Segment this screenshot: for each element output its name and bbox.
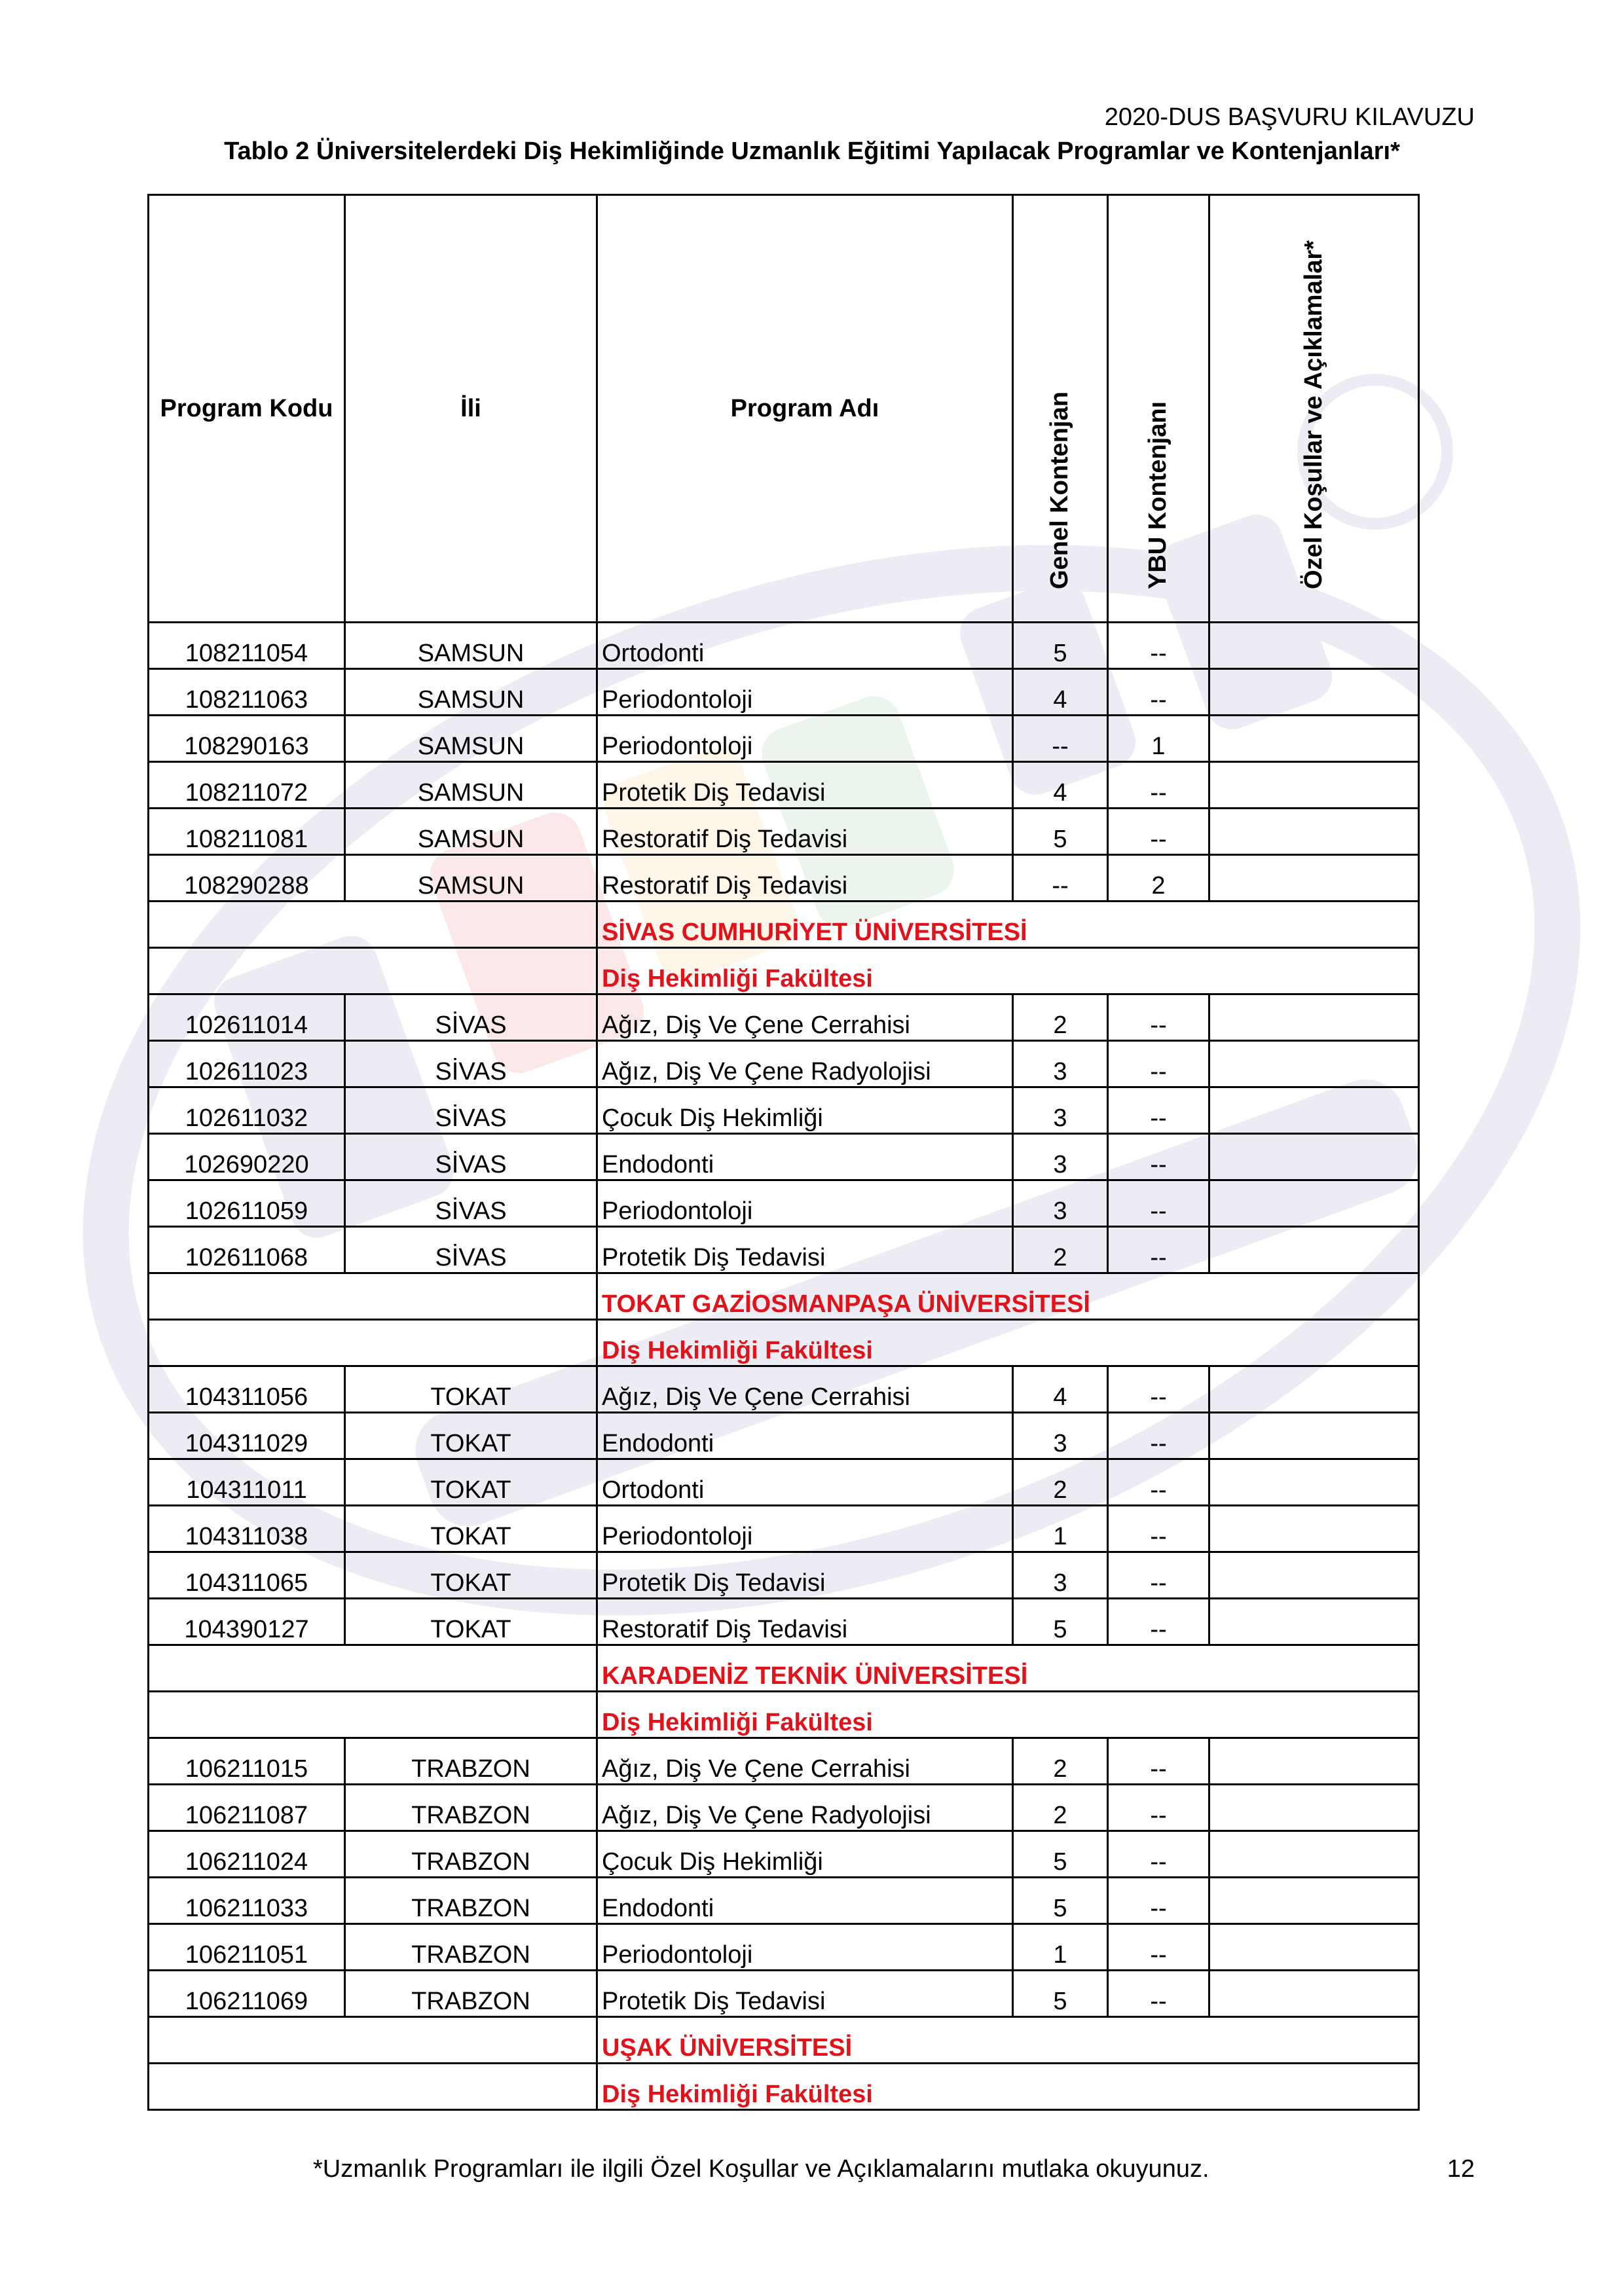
section-heading: Diş Hekimliği Fakültesi: [597, 1320, 1419, 1366]
table-row: [149, 1878, 1419, 1924]
city-cell: TRABZON: [345, 1924, 597, 1971]
table-row: [149, 1180, 1419, 1227]
section-row: [149, 2064, 1419, 2110]
genel-kontenjan-cell: 5: [1013, 809, 1108, 855]
section-empty-cell: [149, 1645, 597, 1692]
section-row: [149, 2017, 1419, 2064]
city-cell: TOKAT: [345, 1366, 597, 1413]
program-name-cell: Ortodonti: [597, 1459, 1013, 1506]
genel-kontenjan-cell: 2: [1013, 1785, 1108, 1831]
program-code-cell: 102690220: [149, 1134, 345, 1180]
table-row: [149, 1831, 1419, 1878]
city-cell: SİVAS: [345, 1227, 597, 1273]
genel-kontenjan-cell: 1: [1013, 1506, 1108, 1552]
table-row: [149, 1971, 1419, 2017]
ozel-kosullar-cell: [1209, 1087, 1419, 1134]
program-name-cell: Ortodonti: [597, 623, 1013, 669]
section-row: [149, 1645, 1419, 1692]
section-row: [149, 1320, 1419, 1366]
table-row: [149, 809, 1419, 855]
city-cell: SİVAS: [345, 1041, 597, 1087]
ozel-kosullar-cell: [1209, 809, 1419, 855]
header-ozel-kosullar: [1209, 195, 1419, 623]
ozel-kosullar-cell: [1209, 1878, 1419, 1924]
program-code-cell: 108211054: [149, 623, 345, 669]
ozel-kosullar-cell: [1209, 1599, 1419, 1645]
ybu-kontenjan-cell: --: [1108, 762, 1209, 809]
genel-kontenjan-cell: 3: [1013, 1087, 1108, 1134]
city-cell: SİVAS: [345, 1087, 597, 1134]
ybu-kontenjan-cell: --: [1108, 623, 1209, 669]
genel-kontenjan-cell: 4: [1013, 1366, 1108, 1413]
table-row: [149, 1227, 1419, 1273]
table-row: [149, 669, 1419, 716]
program-code-cell: 108290163: [149, 716, 345, 762]
city-cell: SİVAS: [345, 1180, 597, 1227]
ozel-kosullar-cell: [1209, 1227, 1419, 1273]
program-code-cell: 104311038: [149, 1506, 345, 1552]
ozel-kosullar-cell: [1209, 623, 1419, 669]
program-name-cell: Restoratif Diş Tedavisi: [597, 855, 1013, 902]
program-code-cell: 104311029: [149, 1413, 345, 1459]
table-row: [149, 1785, 1419, 1831]
program-code-cell: 106211069: [149, 1971, 345, 2017]
city-cell: SAMSUN: [345, 762, 597, 809]
genel-kontenjan-cell: 3: [1013, 1413, 1108, 1459]
ozel-kosullar-cell: [1209, 669, 1419, 716]
table-row: [149, 1459, 1419, 1506]
section-heading: KARADENİZ TEKNİK ÜNİVERSİTESİ: [597, 1645, 1419, 1692]
program-code-cell: 108211081: [149, 809, 345, 855]
program-name-cell: Ağız, Diş Ve Çene Cerrahisi: [597, 994, 1013, 1041]
genel-kontenjan-cell: 3: [1013, 1180, 1108, 1227]
genel-kontenjan-cell: 2: [1013, 1738, 1108, 1785]
program-code-cell: 106211087: [149, 1785, 345, 1831]
program-code-cell: 108290288: [149, 855, 345, 902]
genel-kontenjan-cell: 2: [1013, 1459, 1108, 1506]
city-cell: SİVAS: [345, 1134, 597, 1180]
ybu-kontenjan-cell: --: [1108, 1785, 1209, 1831]
city-cell: SAMSUN: [345, 809, 597, 855]
program-code-cell: 106211015: [149, 1738, 345, 1785]
ozel-kosullar-cell: [1209, 1785, 1419, 1831]
ybu-kontenjan-cell: --: [1108, 1180, 1209, 1227]
table-header-row: [149, 195, 1419, 623]
ybu-kontenjan-cell: --: [1108, 994, 1209, 1041]
ozel-kosullar-cell: [1209, 1413, 1419, 1459]
section-row: [149, 1273, 1419, 1320]
section-row: [149, 948, 1419, 994]
table-title: Tablo 2 Üniversitelerdeki Diş Hekimliğinde Uzmanlık Eğitimi Yapılacak Programlar ve Kontenjanları*: [224, 137, 1400, 165]
city-cell: SAMSUN: [345, 669, 597, 716]
city-cell: SAMSUN: [345, 855, 597, 902]
ozel-kosullar-cell: [1209, 855, 1419, 902]
city-cell: TOKAT: [345, 1506, 597, 1552]
header-program-name: Program Adı: [597, 195, 1013, 623]
ybu-kontenjan-cell: --: [1108, 1924, 1209, 1971]
ozel-kosullar-cell: [1209, 994, 1419, 1041]
program-name-cell: Ağız, Diş Ve Çene Cerrahisi: [597, 1738, 1013, 1785]
ybu-kontenjan-cell: --: [1108, 1878, 1209, 1924]
program-name-cell: Ağız, Diş Ve Çene Radyolojisi: [597, 1785, 1013, 1831]
table-row: [149, 1087, 1419, 1134]
city-cell: TRABZON: [345, 1785, 597, 1831]
city-cell: TRABZON: [345, 1971, 597, 2017]
genel-kontenjan-cell: 5: [1013, 1971, 1108, 2017]
ybu-kontenjan-cell: --: [1108, 1134, 1209, 1180]
table-row: [149, 623, 1419, 669]
genel-kontenjan-cell: 5: [1013, 1599, 1108, 1645]
section-heading: Diş Hekimliği Fakültesi: [597, 2064, 1419, 2110]
ybu-kontenjan-cell: --: [1108, 1041, 1209, 1087]
city-cell: TOKAT: [345, 1459, 597, 1506]
table-row: [149, 1041, 1419, 1087]
ybu-kontenjan-cell: 2: [1108, 855, 1209, 902]
section-heading: UŞAK ÜNİVERSİTESİ: [597, 2017, 1419, 2064]
ybu-kontenjan-cell: --: [1108, 669, 1209, 716]
program-name-cell: Periodontoloji: [597, 669, 1013, 716]
genel-kontenjan-cell: 3: [1013, 1134, 1108, 1180]
section-heading: Diş Hekimliği Fakültesi: [597, 1692, 1419, 1738]
table-row: [149, 1552, 1419, 1599]
ozel-kosullar-cell: [1209, 1552, 1419, 1599]
section-heading: Diş Hekimliği Fakültesi: [597, 948, 1419, 994]
genel-kontenjan-cell: 4: [1013, 669, 1108, 716]
guide-title: 2020-DUS BAŞVURU KILAVUZU: [1104, 103, 1475, 131]
page-number: 12: [1447, 2155, 1475, 2183]
section-heading: TOKAT GAZİOSMANPAŞA ÜNİVERSİTESİ: [597, 1273, 1419, 1320]
section-heading: SİVAS CUMHURİYET ÜNİVERSİTESİ: [597, 902, 1419, 948]
ybu-kontenjan-cell: --: [1108, 809, 1209, 855]
ozel-kosullar-cell: [1209, 1924, 1419, 1971]
genel-kontenjan-cell: 2: [1013, 1227, 1108, 1273]
section-row: [149, 1692, 1419, 1738]
genel-kontenjan-cell: 5: [1013, 1878, 1108, 1924]
program-name-cell: Endodonti: [597, 1134, 1013, 1180]
city-cell: SAMSUN: [345, 623, 597, 669]
ybu-kontenjan-cell: --: [1108, 1552, 1209, 1599]
table-body: [149, 623, 1419, 2110]
ybu-kontenjan-cell: --: [1108, 1831, 1209, 1878]
program-name-cell: Periodontoloji: [597, 1924, 1013, 1971]
program-code-cell: 102611014: [149, 994, 345, 1041]
program-code-cell: 104311065: [149, 1552, 345, 1599]
ybu-kontenjan-cell: 1: [1108, 716, 1209, 762]
city-cell: SİVAS: [345, 994, 597, 1041]
header-genel-kontenjan-label: Genel Kontenjan: [1046, 392, 1073, 589]
program-code-cell: 106211033: [149, 1878, 345, 1924]
program-name-cell: Periodontoloji: [597, 1180, 1013, 1227]
city-cell: SAMSUN: [345, 716, 597, 762]
genel-kontenjan-cell: 3: [1013, 1041, 1108, 1087]
ybu-kontenjan-cell: --: [1108, 1738, 1209, 1785]
header-ybu-kontenjan-label: YBU Kontenjanı: [1144, 401, 1172, 589]
section-empty-cell: [149, 902, 597, 948]
ozel-kosullar-cell: [1209, 1971, 1419, 2017]
table-row: [149, 762, 1419, 809]
footer-note: *Uzmanlık Programları ile ilgili Özel Koşullar ve Açıklamalarını mutlaka okuyunuz.: [313, 2155, 1209, 2183]
program-code-cell: 108211072: [149, 762, 345, 809]
genel-kontenjan-cell: 5: [1013, 1831, 1108, 1878]
ozel-kosullar-cell: [1209, 1506, 1419, 1552]
program-name-cell: Endodonti: [597, 1878, 1013, 1924]
program-table: [147, 194, 1420, 2111]
section-row: [149, 902, 1419, 948]
header-ozel-kosullar-label: Özel Koşullar ve Açıklamalar*: [1299, 240, 1327, 589]
ybu-kontenjan-cell: --: [1108, 1599, 1209, 1645]
program-name-cell: Protetik Diş Tedavisi: [597, 762, 1013, 809]
ozel-kosullar-cell: [1209, 1180, 1419, 1227]
ozel-kosullar-cell: [1209, 1738, 1419, 1785]
table-row: [149, 1366, 1419, 1413]
genel-kontenjan-cell: 5: [1013, 623, 1108, 669]
program-code-cell: 102611023: [149, 1041, 345, 1087]
table-row: [149, 716, 1419, 762]
program-code-cell: 102611068: [149, 1227, 345, 1273]
city-cell: TOKAT: [345, 1599, 597, 1645]
program-name-cell: Restoratif Diş Tedavisi: [597, 809, 1013, 855]
program-name-cell: Protetik Diş Tedavisi: [597, 1552, 1013, 1599]
program-code-cell: 102611059: [149, 1180, 345, 1227]
table-row: [149, 1134, 1419, 1180]
ybu-kontenjan-cell: --: [1108, 1506, 1209, 1552]
ozel-kosullar-cell: [1209, 762, 1419, 809]
ybu-kontenjan-cell: --: [1108, 1413, 1209, 1459]
table-row: [149, 855, 1419, 902]
section-empty-cell: [149, 1320, 597, 1366]
program-code-cell: 106211024: [149, 1831, 345, 1878]
program-name-cell: Endodonti: [597, 1413, 1013, 1459]
table-row: [149, 1599, 1419, 1645]
program-code-cell: 104390127: [149, 1599, 345, 1645]
ozel-kosullar-cell: [1209, 716, 1419, 762]
ozel-kosullar-cell: [1209, 1459, 1419, 1506]
program-name-cell: Çocuk Diş Hekimliği: [597, 1831, 1013, 1878]
ozel-kosullar-cell: [1209, 1366, 1419, 1413]
genel-kontenjan-cell: 4: [1013, 762, 1108, 809]
city-cell: TOKAT: [345, 1552, 597, 1599]
header-ybu-kontenjan: [1108, 195, 1209, 623]
table-row: [149, 1924, 1419, 1971]
section-empty-cell: [149, 1692, 597, 1738]
table-row: [149, 994, 1419, 1041]
ybu-kontenjan-cell: --: [1108, 1971, 1209, 2017]
city-cell: TOKAT: [345, 1413, 597, 1459]
table-row: [149, 1413, 1419, 1459]
header-city: İli: [345, 195, 597, 623]
program-name-cell: Çocuk Diş Hekimliği: [597, 1087, 1013, 1134]
header-genel-kontenjan: [1013, 195, 1108, 623]
ybu-kontenjan-cell: --: [1108, 1087, 1209, 1134]
section-empty-cell: [149, 948, 597, 994]
genel-kontenjan-cell: --: [1013, 716, 1108, 762]
program-name-cell: Ağız, Diş Ve Çene Radyolojisi: [597, 1041, 1013, 1087]
ybu-kontenjan-cell: --: [1108, 1366, 1209, 1413]
ybu-kontenjan-cell: --: [1108, 1459, 1209, 1506]
ozel-kosullar-cell: [1209, 1831, 1419, 1878]
ozel-kosullar-cell: [1209, 1041, 1419, 1087]
city-cell: TRABZON: [345, 1878, 597, 1924]
ybu-kontenjan-cell: --: [1108, 1227, 1209, 1273]
program-code-cell: 106211051: [149, 1924, 345, 1971]
program-code-cell: 108211063: [149, 669, 345, 716]
program-name-cell: Periodontoloji: [597, 716, 1013, 762]
section-empty-cell: [149, 2064, 597, 2110]
genel-kontenjan-cell: 2: [1013, 994, 1108, 1041]
program-code-cell: 102611032: [149, 1087, 345, 1134]
program-name-cell: Restoratif Diş Tedavisi: [597, 1599, 1013, 1645]
city-cell: TRABZON: [345, 1831, 597, 1878]
city-cell: TRABZON: [345, 1738, 597, 1785]
program-code-cell: 104311011: [149, 1459, 345, 1506]
program-name-cell: Ağız, Diş Ve Çene Cerrahisi: [597, 1366, 1013, 1413]
genel-kontenjan-cell: 3: [1013, 1552, 1108, 1599]
program-name-cell: Protetik Diş Tedavisi: [597, 1971, 1013, 2017]
program-code-cell: 104311056: [149, 1366, 345, 1413]
section-empty-cell: [149, 2017, 597, 2064]
table-row: [149, 1506, 1419, 1552]
header-program-code: Program Kodu: [149, 195, 345, 623]
program-name-cell: Protetik Diş Tedavisi: [597, 1227, 1013, 1273]
section-empty-cell: [149, 1273, 597, 1320]
ozel-kosullar-cell: [1209, 1134, 1419, 1180]
table-row: [149, 1738, 1419, 1785]
program-name-cell: Periodontoloji: [597, 1506, 1013, 1552]
genel-kontenjan-cell: 1: [1013, 1924, 1108, 1971]
genel-kontenjan-cell: --: [1013, 855, 1108, 902]
